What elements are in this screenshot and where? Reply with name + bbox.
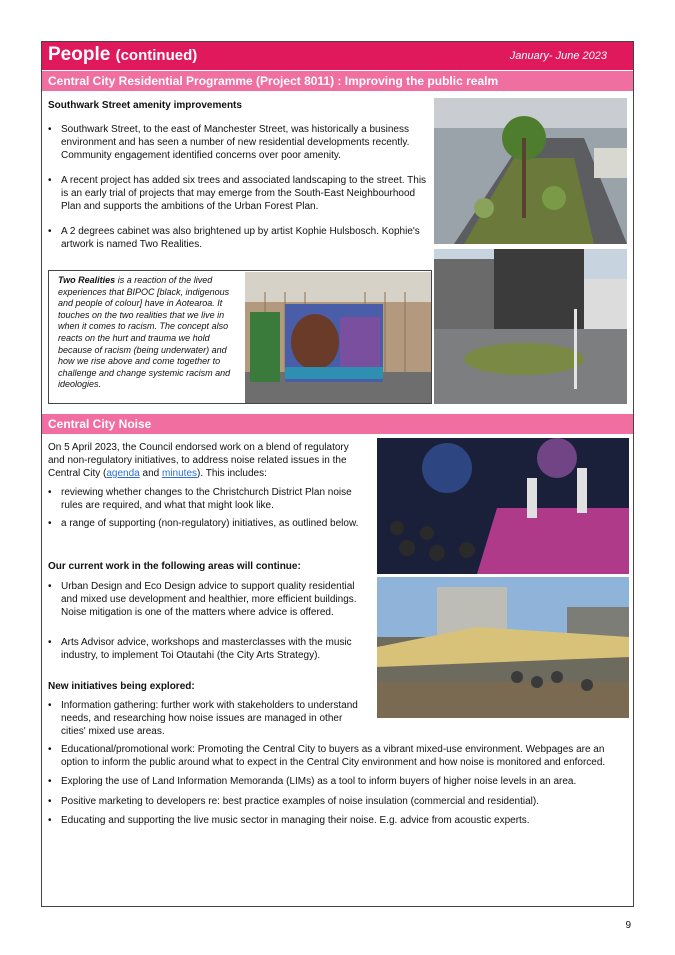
bullet-item: • Urban Design and Eco Design advice to support quality residential and mixed use development and healthier, more efficient buildings. Noise mitigation is one of the matters where advice is offered. (48, 581, 357, 618)
agenda-link[interactable]: agenda (106, 468, 140, 479)
bullet-item: • Exploring the use of Land Information Memoranda (LIMs) as a tool to inform buyers of higher noise levels in an area. (48, 776, 577, 787)
section-heading-noise: Central City Noise (42, 414, 633, 434)
page-title: People (continued) (48, 44, 198, 65)
bullet-item: • A 2 degrees cabinet was also brightened up by artist Kophie Hulsbosch. Kophie's artwork is named Two Realities. (48, 226, 420, 250)
bullet-item: • Educational/promotional work: Promoting the Central City to buyers as a vibrant mixed-use environment. Webpages are an option to inform the public around what to expect in the Central City environment and how noise is monitored and enforced. (48, 744, 606, 768)
artwork-cabinet-photo (245, 272, 431, 403)
subheading-new-initiatives: New initiatives being explored: (48, 681, 195, 692)
bullet-item: • A recent project has added six trees and associated landscaping to the street. This is an early trial of projects that may emerge from the South-East Neighbourhood Plan and supports the ambitions of the Urban Forest Plan. (48, 175, 427, 212)
street-landscaping-photo (434, 98, 627, 244)
bullet-item: • Educating and supporting the live music sector in managing their noise. E.g. advice from acoustic experts. (48, 815, 530, 826)
noise-intro: On 5 April 2023, the Council endorsed work on a blend of regulatory and non-regulatory initiatives, to address noise related issues in the Central City (agenda and minutes). This includes: (48, 442, 349, 479)
section-heading-residential: Central City Residential Programme (Project 8011) : Improving the public realm (42, 71, 633, 91)
caption-box (48, 270, 432, 404)
bullet-item: • a range of supporting (non-regulatory) initiatives, as outlined below. (48, 518, 359, 529)
page-header-band (42, 42, 633, 70)
minutes-link[interactable]: minutes (161, 468, 197, 479)
street-view-photo (434, 249, 627, 404)
subheading-current-work: Our current work in the following areas will continue: (48, 561, 301, 572)
outdoor-venue-photo (377, 577, 629, 718)
bullet-item: • reviewing whether changes to the Christchurch District Plan noise rules are required, and what that might look like. (48, 487, 352, 511)
bullet-item: • Southwark Street, to the east of Manchester Street, was historically a business environment and has seen a number of new residential developments recently. Community engagement identified concerns over poor amenity. (48, 124, 410, 161)
bullet-item: • Information gathering: further work with stakeholders to understand needs, and researching how noise issues are managed in other cities' mixed use areas. (48, 700, 358, 737)
live-music-photo (377, 438, 629, 574)
bullet-item: • Positive marketing to developers re: best practice examples of noise insulation (commercial and residential). (48, 796, 540, 807)
subheading-southwark: Southwark Street amenity improvements (48, 100, 242, 111)
date-range: January- June 2023 (509, 50, 607, 62)
bullet-item: • Arts Advisor advice, workshops and masterclasses with the music industry, to implement Toi Otautahi (the City Arts Strategy). (48, 637, 352, 661)
caption-text: Two Realities is a reaction of the lived experiences that BIPOC [black, indigenous and people of colour] have in Aotearoa. It touches on the two realities that we live in when it comes to racism. The concept also reacts on the hurt and trauma we hold because of racism (being underwater) and how we rise above and come together to challenge and change systemic racism and ideologies. (58, 275, 231, 390)
page-number: 9 (625, 920, 631, 931)
